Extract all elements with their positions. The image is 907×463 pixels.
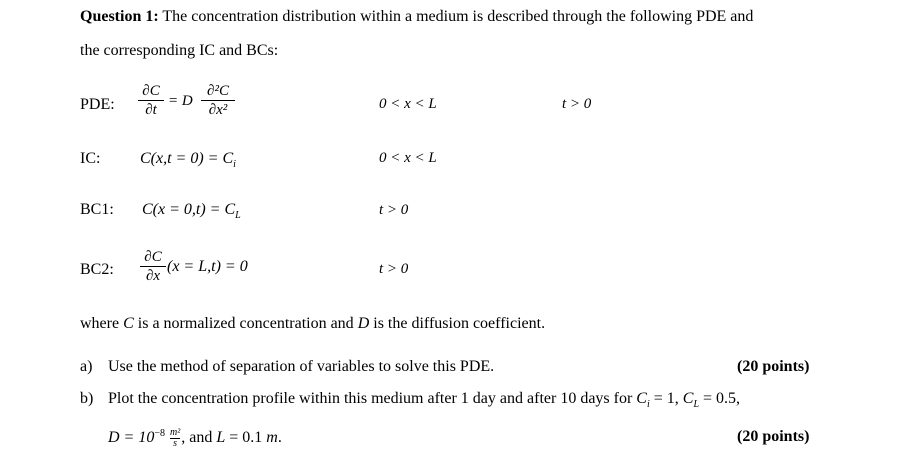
part-b-ci-symbol: C: [636, 390, 647, 407]
ic-domain: 0 < x < L: [379, 150, 437, 166]
pde-rhs-fraction: [201, 83, 235, 118]
part-b-cl-symbol: C: [682, 390, 694, 407]
pde-operator: = D: [168, 93, 193, 109]
bc1-time: t > 0: [379, 202, 409, 218]
part-b-unit-fraction: [170, 428, 180, 449]
pde-rhs-numerator: ∂²C: [207, 83, 229, 99]
bc2-numerator: ∂C: [144, 249, 162, 265]
where-text-part1: where: [80, 315, 124, 332]
pde-rhs-denominator: ∂x²: [208, 102, 228, 118]
part-b-rest-text: , and: [181, 429, 217, 447]
where-text-d-symbol: D: [357, 315, 370, 332]
ic-expression-main: C(x,t = 0) = C: [140, 150, 234, 167]
part-b-cl-value: = 0.5,: [699, 390, 741, 407]
question-title: Question 1:: [80, 8, 159, 25]
pde-lhs-denominator: ∂t: [145, 102, 157, 118]
part-b-l-symbol: L: [216, 429, 226, 447]
part-b-ci-sub: i: [646, 399, 650, 411]
question-intro-text: The concentration distribution within a medium is described through the following PDE and: [162, 8, 754, 25]
where-text-part3: is the diffusion coefficient.: [369, 315, 546, 332]
part-b-unit-denominator: s: [170, 438, 180, 449]
part-b-l-value: = 0.1: [225, 429, 267, 447]
part-b-unit-m: m: [266, 429, 278, 447]
where-text: [80, 315, 545, 333]
part-a-points: (20 points): [737, 358, 810, 375]
part-b-cl-sub: L: [693, 399, 700, 411]
ic-expression: [140, 150, 236, 171]
bc2-denominator: ∂x: [145, 268, 161, 284]
bc2-fraction: [140, 249, 166, 284]
part-b-ci-value: = 1,: [649, 390, 683, 407]
bc1-expression-main: C(x = 0,t) = C: [142, 201, 236, 218]
pde-lhs-numerator: ∂C: [142, 83, 160, 99]
part-b-line2: [108, 428, 282, 449]
pde-label: PDE:: [80, 96, 115, 113]
part-b-unit-numerator: m²: [170, 427, 181, 438]
where-text-c-symbol: C: [123, 315, 134, 332]
question-intro-line1: [80, 8, 753, 26]
part-b-line1: [108, 390, 741, 411]
bc2-time: t > 0: [379, 261, 409, 277]
part-b-end: .: [277, 429, 282, 447]
part-b-d-expression: D = 10: [108, 429, 155, 447]
bc1-expression: [142, 201, 241, 222]
where-text-part2: is a normalized concentration and: [133, 315, 358, 332]
part-b-marker: b): [80, 390, 94, 407]
part-b-d-exponent: −8: [154, 427, 165, 439]
part-a-text: Use the method of separation of variables to solve this PDE.: [108, 358, 495, 375]
part-b-line1-text: Plot the concentration profile within this medium after 1 day and after 10 days for: [108, 390, 633, 407]
bc1-expression-sub: L: [235, 210, 241, 222]
bc1-label: BC1:: [80, 201, 114, 218]
ic-expression-sub: i: [233, 159, 236, 171]
part-b-points: (20 points): [737, 428, 810, 445]
part-a-marker: a): [80, 358, 93, 375]
bc2-expression: (x = L,t) = 0: [167, 258, 248, 275]
pde-time: t > 0: [562, 96, 592, 112]
bc2-label: BC2:: [80, 261, 114, 278]
pde-lhs-fraction: [138, 83, 164, 118]
question-intro-line2: the corresponding IC and BCs:: [80, 42, 279, 59]
ic-label: IC:: [80, 150, 101, 167]
pde-domain: 0 < x < L: [379, 96, 437, 112]
